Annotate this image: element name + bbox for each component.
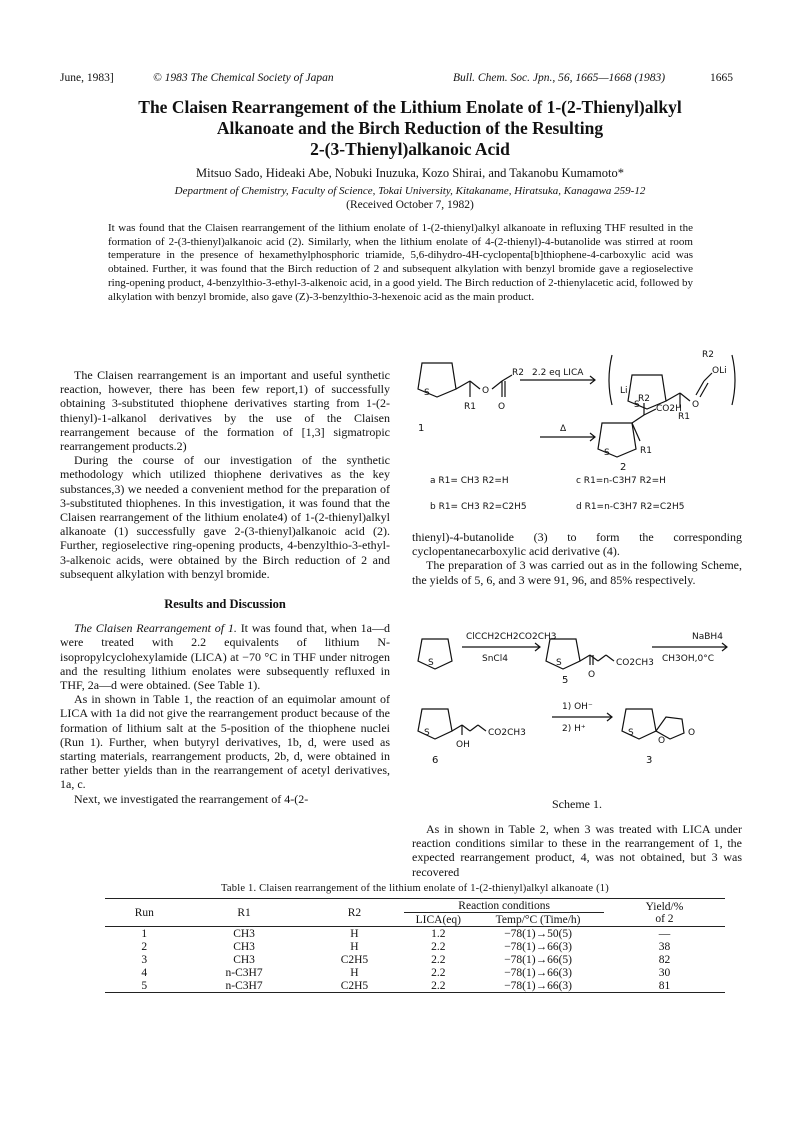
r2-label: R2 [638, 394, 650, 404]
heat-label: Δ [560, 424, 567, 434]
sulfur-atom: S [556, 658, 562, 668]
scheme-caption: Scheme 1. [552, 797, 602, 811]
column-header-temp: Temp/°C (Time/h) [495, 913, 581, 926]
cell-temp: −78(1)→66(3) [504, 966, 572, 979]
cell-lica: 2.2 [431, 966, 446, 979]
cell-yield: 81 [658, 979, 671, 992]
table-row [105, 940, 725, 953]
cell-lica: 1.2 [431, 927, 446, 940]
table-title: Table 1. Claisen rearrangement of the lithium enolate of 1-(2-thienyl)alkyl alkanoate (1) [221, 883, 609, 894]
cell-lica: 2.2 [431, 979, 446, 992]
hydrolysis-step: 1) OH⁻ [562, 702, 593, 712]
cell-r2: H [350, 966, 359, 979]
yield-header-line2: of 2 [655, 912, 674, 925]
cell-run: 3 [141, 953, 148, 966]
claisen-scheme [400, 345, 740, 520]
cell-yield: 82 [658, 953, 671, 966]
cell-r2: C2H5 [340, 953, 369, 966]
cell-run: 1 [141, 927, 148, 940]
right-paragraph-3: As in shown in Table 2, when 3 was treated with LICA under reaction conditions similar to these in the rearrangement of 1, the expected rearrangement product, 4, was not obtained, but 3 was recovered [412, 822, 742, 879]
cell-run: 2 [141, 940, 148, 953]
enolate-oli: OLi [712, 366, 727, 376]
cell-r1: CH3 [233, 940, 255, 953]
table-row [105, 927, 725, 941]
reducing-reagent: NaBH4 [692, 632, 723, 642]
sulfur-atom: S [604, 448, 610, 458]
section-heading: Results and Discussion [164, 597, 286, 612]
header-journal: Bull. Chem. Soc. Jpn., 56, 1665—1668 (1983) [453, 72, 666, 84]
cell-r1: CH3 [233, 953, 255, 966]
compound-label-6: 6 [432, 755, 439, 766]
cell-temp: −78(1)→66(3) [504, 940, 572, 953]
compound-label-2: 2 [620, 462, 627, 473]
acidification-step: 2) H⁺ [562, 724, 586, 734]
cell-run: 4 [141, 966, 148, 979]
cell-yield: 38 [658, 940, 671, 953]
affiliation: Department of Chemistry, Faculty of Science, Tokai University, Kitakaname, Hiratsuka, Kanagawa 259-12 [174, 185, 646, 197]
right-column-top [412, 530, 742, 587]
cell-temp: −78(1)→66(5) [504, 953, 572, 966]
r1-label: R1 [678, 412, 690, 422]
lithium-label: Li [620, 386, 628, 396]
ketone-oxygen: O [588, 670, 596, 680]
ester-group: CO2CH3 [616, 658, 654, 668]
table-row [105, 966, 725, 979]
carbonyl-oxygen: O [688, 728, 696, 738]
results-paragraph-1 [60, 621, 390, 692]
compound-label-3: 3 [646, 755, 653, 766]
cell-r1: n-C3H7 [225, 966, 263, 979]
sulfur-atom: S [424, 388, 430, 398]
lewis-acid: SnCl4 [482, 654, 508, 664]
cell-run: 5 [141, 979, 148, 992]
r2-label: R2 [702, 350, 714, 360]
r1-label: R1 [640, 446, 652, 456]
left-column [60, 368, 390, 806]
ring-oxygen: O [658, 736, 666, 746]
sulfur-atom: S [628, 728, 634, 738]
cell-r2: H [350, 927, 359, 940]
paper-title [60, 97, 760, 160]
received-date: (Received October 7, 1982) [346, 199, 474, 211]
title-line: 2-(3-Thienyl)alkanoic Acid [310, 139, 510, 159]
abstract: It was found that the Claisen rearrangement of the lithium enolate of 1-(2-thienyl)alkyl alkanoate in refluxing THF resulted in the formation of 2-(3-thienyl)alkanoic acid (2). Similarly, when the lithium enolate of 4-(2-thienyl)-4-butanolide was stirred at room temperature in the presence of hexamethylphosphoric triamide, 5,6-dihydro-4H-cyclopenta[b]thiophene-4-carboxylic acid was obtained. Further, it was found that the Birch reduction of 2 and subsequent alkylation with benzyl bromide gave a regioselective ring-opening product, 4-benzylthio-3-ethyl-3-alkenoic acid, in a good yield. The Birch reduction of 2-thienylacetic acid, followed by alkylation with benzyl bromide, also gave (Z)-3-benzylthio-3-hexenoic acid as the main product. [108, 222, 693, 303]
sulfur-atom: S [424, 728, 430, 738]
acylating-reagent: ClCCH2CH2CO2CH3 [466, 632, 557, 642]
run-in-heading: The Claisen Rearrangement of 1. [74, 621, 237, 636]
intro-paragraph-1: The Claisen rearrangement is an important and useful synthetic reaction, however, there has been few report,1) of successfully obtaining 3-substituted thiophene derivatives starting from 1-(2-thienyl)-1-alkanol derivatives by the use of the Claisen rearrangement because of the formation of [1,3] sigmatropic rearrangement products.2) [60, 368, 390, 454]
cell-r2: H [350, 940, 359, 953]
column-header-yield [604, 899, 725, 927]
right-paragraph-2: The preparation of 3 was carried out as in the following Scheme, the yields of 5, 6, and 3 were 91, 96, and 85% respectively. [412, 558, 742, 587]
column-header-r1: R1 [237, 906, 251, 919]
sulfur-atom: S [428, 658, 434, 668]
table-row [105, 979, 725, 993]
substituent-legend-d: d R1=n-C3H7 R2=C2H5 [576, 502, 685, 512]
cell-lica: 2.2 [431, 940, 446, 953]
compound-label-1: 1 [418, 423, 425, 434]
right-paragraph-1: thienyl)-4-butanolide (3) to form the corresponding cyclopentanecarboxylic acid derivative (4). [412, 530, 742, 559]
title-line: The Claisen Rearrangement of the Lithium Enolate of 1-(2-Thienyl)alkyl [138, 97, 682, 117]
sulfur-atom: S [634, 400, 640, 410]
title-line: Alkanoate and the Birch Reduction of the Resulting [216, 118, 604, 138]
header-copyright: © 1983 The Chemical Society of Japan [153, 72, 334, 84]
right-column-bottom [412, 822, 742, 879]
scheme-1 [412, 625, 742, 800]
cell-r1: CH3 [233, 927, 255, 940]
substituent-legend-c: c R1=n-C3H7 R2=H [576, 476, 666, 486]
header-page-number: 1665 [710, 72, 733, 84]
column-header-r2: R2 [347, 906, 362, 919]
substituent-legend-b: b R1= CH3 R2=C2H5 [430, 502, 527, 512]
column-header-run: Run [134, 906, 154, 919]
results-paragraph-2: As in shown in Table 1, the reaction of an equimolar amount of LICA with 1a did not give the rearrangement product because of the formation of lithium salt at the 5-position of the thiophene nuclei (Run 1). Further, when butyryl derivatives, 1b, d, were used as starting materials, rearrangement products, 2b, d, were obtained in rather better yields than in the rearrangement of acetyl derivatives, 1a, c. [60, 692, 390, 792]
r2-label: R2 [512, 368, 524, 378]
cell-r2: C2H5 [340, 979, 369, 992]
carboxyl-group: CO2H [656, 404, 682, 414]
results-paragraph-1-text: It was found that, when 1a—d were treated with 2.2 equivalents of lithium N-isopropylcyclohexylamide (LICA) at −70 °C in THF under nitrogen and the resulting lithium enolates were subsequently refluxed in THF, 2a—d were obtained. (See Table 1). [60, 621, 391, 693]
cell-yield: — [658, 927, 671, 940]
thiophene-ring [546, 639, 580, 669]
substituent-legend-a: a R1= CH3 R2=H [430, 476, 509, 486]
compound-label-5: 5 [562, 675, 569, 686]
table-row [105, 953, 725, 966]
results-paragraph-3: Next, we investigated the rearrangement of 4-(2- [74, 791, 309, 806]
table-1-grid [105, 898, 725, 993]
cell-yield: 30 [658, 966, 671, 979]
column-header-lica: LICA(eq) [415, 913, 461, 926]
thiophene-ring [418, 639, 452, 669]
reagent-label: 2.2 eq LICA [532, 368, 584, 378]
hydroxyl-group: OH [456, 740, 470, 750]
enolate-oxygen: O [692, 400, 700, 410]
r1-label: R1 [464, 402, 476, 412]
cell-temp: −78(1)→50(5) [504, 927, 572, 940]
cell-lica: 2.2 [431, 953, 446, 966]
table-1 [105, 883, 725, 993]
authors: Mitsuo Sado, Hideaki Abe, Nobuki Inuzuka, Kozo Shirai, and Takanobu Kumamoto* [196, 166, 624, 180]
cell-temp: −78(1)→66(3) [504, 979, 572, 992]
header-date: June, 1983] [60, 72, 114, 84]
cell-r1: n-C3H7 [225, 979, 263, 992]
intro-paragraph-2: During the course of our investigation of the synthetic methodology which utilized thiophene derivatives as the key substances,3) we needed a convenient method for the preparation of 3-substituted thiophenes. In this investigation, it was found that the Claisen rearrangement of the lithium enolate4) of 1-(2-thienyl)alkyl alkanoate (1) successfully gave 2-(3-thienyl)alkanoic acid (2). Further, regioselective ring-opening products, 4-benzylthio-3-ethyl-3-alkenoic acids, were obtained by the Birch reduction of 2 and subsequent alkylation with benzyl bromide. [60, 453, 390, 581]
yield-header-line1: Yield/% [645, 900, 684, 913]
oxygen-atom: O [482, 386, 490, 396]
ester-group: CO2CH3 [488, 728, 526, 738]
reduction-conditions: CH3OH,0°C [662, 654, 715, 664]
carbonyl-oxygen: O [498, 402, 506, 412]
column-header-conditions: Reaction conditions [404, 899, 604, 913]
